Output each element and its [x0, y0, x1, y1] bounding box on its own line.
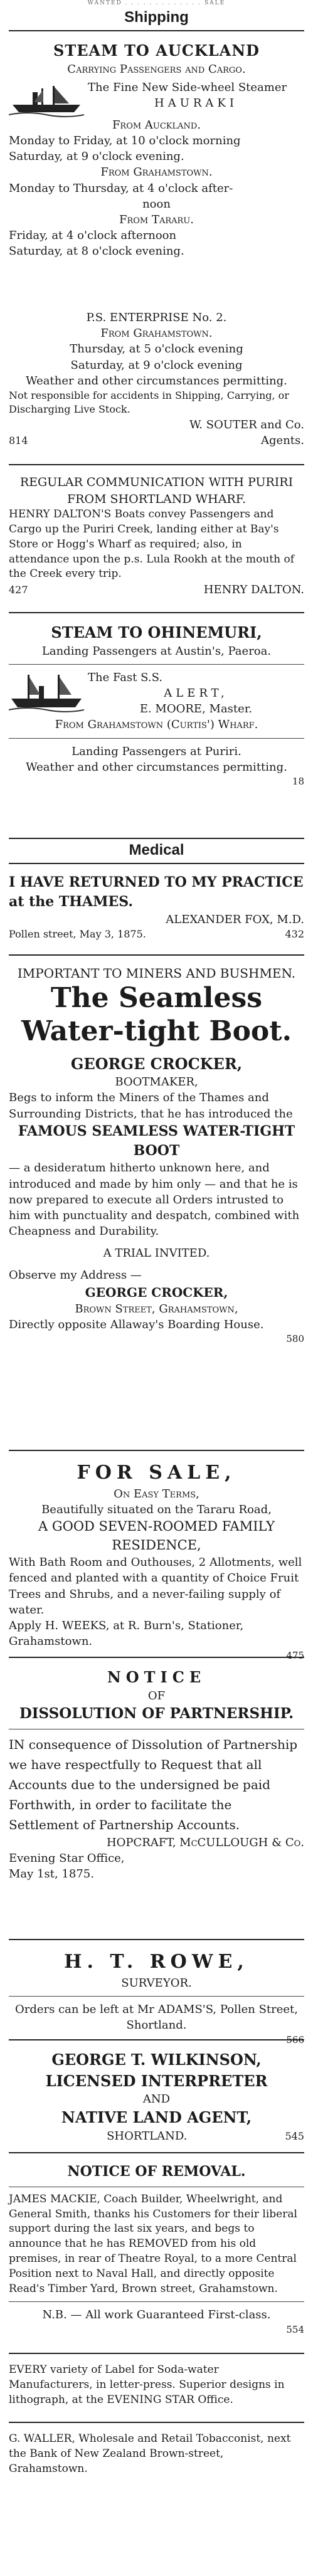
labels-ad	[9, 2363, 304, 2413]
removal-heading: NOTICE OF REMOVAL.	[67, 2163, 246, 2180]
boot-ad	[9, 964, 304, 1441]
dissolution-date: May 1st, 1875.	[9, 1867, 94, 1881]
from-auckland: From Auckland.	[112, 118, 201, 132]
enterprise-ad	[9, 310, 304, 455]
waller-body: G. WALLER, Wholesale and Retail Tobacconist, next the Bank of New Zealand Brown-street, Grahamstown.	[9, 2432, 291, 2475]
ohinemuri-subtitle: Landing Passengers at Austin's, Paeroa.	[41, 644, 272, 658]
sale-title: FOR SALE,	[77, 1462, 236, 1484]
boot-opposite: Directly opposite Allaway's Boarding House.	[9, 1317, 264, 1331]
wilkinson-place: SHORTLAND.	[107, 2129, 188, 2143]
labels-body: EVERY variety of Label for Soda-water Manufacturers, in letter-press. Superior designs in lithograph, at the EVENING STAR Office.	[9, 2363, 285, 2406]
dissolution-body: IN consequence of Dissolution of Partnership we have respectfully to Request that all Accounts due to the undersigned be paid Forthwith, in order to facilitate the Settlement of Partnership Accounts.	[9, 1736, 298, 1832]
rowe-ad	[9, 1949, 304, 2045]
waller-ad	[9, 2432, 304, 2482]
divider	[9, 1939, 304, 1940]
sale-ref: 475	[286, 1650, 304, 1662]
auckland-ship-name: HAURAKI	[154, 96, 238, 110]
steamer-icon	[9, 80, 84, 117]
medical-body: I HAVE RETURNED TO MY PRACTICE at the THAMES.	[9, 874, 304, 910]
agent-label: Agents.	[261, 433, 304, 447]
boot-maker: GEORGE CROCKER,	[70, 1054, 243, 1073]
divider	[9, 1996, 304, 1997]
ohinemuri-master: E. MOORE, Master.	[139, 702, 253, 716]
ohinemuri-ship-intro: The Fast S.S.	[88, 670, 162, 684]
boot-maker-trade: BOOTMAKER,	[115, 1075, 198, 1089]
auckland-line1: Monday to Friday, at 10 o'clock morning	[9, 134, 241, 147]
from-tararu: From Tararu.	[119, 213, 194, 226]
removal-ref: 554	[286, 2323, 304, 2335]
steamer-icon	[9, 670, 84, 714]
divider	[9, 954, 304, 956]
boot-body1: Begs to inform the Miners of the Thames and Surrounding Districts, that he has introduced the	[9, 1091, 293, 1121]
dissolution-signed: HOPCRAFT, McCULLOUGH & Co.	[106, 1835, 304, 1849]
liability-notice: Not responsible for accidents in Shipping, Carrying, or Discharging Live Stock.	[9, 389, 289, 416]
ohinemuri-from: From Grahamstown (Curtis') Wharf.	[55, 718, 258, 732]
enterprise-from: From Grahamstown.	[100, 327, 213, 340]
puriri-title: REGULAR COMMUNICATION WITH PURIRI FROM SHORTLAND WHARF.	[19, 475, 294, 506]
rowe-body: Orders can be left at Mr ADAMS'S, Pollen Street, Shortland.	[15, 2003, 298, 2032]
divider	[9, 738, 304, 739]
dissolution-ad	[9, 1667, 304, 1930]
wilkinson-ad	[9, 2049, 304, 2143]
wilkinson-line1: LICENSED INTERPRETER	[45, 2071, 268, 2090]
divider	[9, 2353, 304, 2354]
weather-note: Weather and other circumstances permitting.	[26, 374, 287, 388]
puriri-body: HENRY DALTON'S Boats convey Passengers and Cargo up the Puriri Creek, landing either at Bay's Store or Hogg's Wharf as required; also, in attendance upon the p.s. Lula Rookh at the mouth of the Creek every trip.	[9, 508, 295, 581]
divider	[9, 1450, 304, 1451]
dissolution-heading1: NOTICE	[107, 1668, 206, 1686]
enterprise-line8: Saturday, at 9 o'clock evening	[70, 358, 243, 372]
wilkinson-line2: AND	[142, 2093, 171, 2106]
auckland-line5: Friday, at 4 o'clock afternoon	[9, 229, 177, 243]
medical-address: Pollen street, May 3, 1875.	[9, 927, 146, 940]
ad-ref: 814	[9, 434, 28, 446]
divider	[9, 664, 304, 665]
enterprise-line7: Thursday, at 5 o'clock evening	[70, 342, 243, 356]
auckland-line3: Monday to Thursday, at 4 o'clock after-	[9, 181, 233, 195]
sale-apply: Apply H. WEEKS, at R. Burn's, Stationer, Grahamstown.	[9, 1618, 244, 1649]
divider	[9, 2301, 304, 2302]
rowe-name: H. T. ROWE,	[64, 1951, 249, 1973]
divider	[9, 612, 304, 613]
ohinemuri-title: STEAM TO OHINEMURI,	[51, 623, 262, 641]
dissolution-heading3: DISSOLUTION OF PARTNERSHIP.	[19, 1704, 294, 1722]
wilkinson-ref: 545	[285, 2130, 304, 2142]
boot-body2: — a desideratum hitherto unknown here, and introduced and made by him only — and that he is now prepared to execute all Orders intrusted to him with punctuality and despatch, combined with Cheapness and Durability.	[9, 1161, 300, 1238]
wilkinson-name: GEORGE T. WILKINSON,	[51, 2051, 262, 2069]
ohinemuri-ad	[9, 622, 304, 838]
puriri-signed: HENRY DALTON.	[203, 583, 304, 597]
auckland-title: STEAM TO AUCKLAND	[53, 41, 260, 60]
auckland-ad	[9, 40, 304, 310]
ohinemuri-weather: Weather and other circumstances permitting.	[26, 760, 287, 774]
auckland-ship-intro: The Fine New Side-wheel Steamer	[88, 80, 287, 94]
auckland-line6: Saturday, at 8 o'clock evening.	[9, 245, 184, 258]
divider	[9, 1657, 304, 1658]
ohinemuri-landing: Landing Passengers at Puriri.	[72, 744, 241, 758]
ohinemuri-ref: 18	[292, 775, 304, 787]
ohinemuri-ship-name: ALERT,	[164, 686, 228, 700]
clipped-header: WANTED . . . . . . . . . . . . . SALE	[87, 0, 226, 6]
auckland-line2: Saturday, at 9 o'clock evening.	[9, 150, 184, 164]
divider	[9, 2152, 304, 2153]
shipping-heading: Shipping	[9, 6, 304, 31]
sale-ad	[9, 1460, 304, 1662]
medical-ref: 432	[285, 927, 304, 940]
divider	[9, 2039, 304, 2040]
boot-name2: GEORGE CROCKER,	[85, 1284, 228, 1300]
boot-product: FAMOUS SEAMLESS WATER-TIGHT BOOT	[18, 1122, 295, 1159]
boot-observe: Observe my Address —	[9, 1269, 142, 1282]
removal-body: JAMES MACKIE, Coach Builder, Wheelwright, and General Smith, thanks his Customers for their liberal support during the last six years, and begs to announce that he has REMOVED from his old premises, in rear of Theatre Royal, to a more Central Position next to Naval Hall, and directly opposite Read's Timber Yard, Brown street, Grahamstown.	[9, 2192, 297, 2295]
rowe-ref: 566	[286, 2034, 304, 2045]
from-grahamstown: From Grahamstown.	[100, 166, 213, 179]
medical-ad	[9, 873, 304, 946]
enterprise-title: P.S. ENTERPRISE No. 2.	[86, 311, 227, 324]
dissolution-office: Evening Star Office,	[9, 1852, 125, 1866]
rowe-title: SURVEYOR.	[121, 1977, 192, 1990]
removal-ad	[9, 2162, 304, 2344]
boot-trial: A TRIAL INVITED.	[103, 1247, 210, 1260]
removal-warranty: N.B. — All work Guaranteed First-class.	[42, 2308, 271, 2322]
sale-terms: On Easy Terms,	[114, 1487, 199, 1501]
wilkinson-line3: NATIVE LAND AGENT,	[61, 2108, 252, 2127]
boot-intro: IMPORTANT TO MINERS AND BUSHMEN.	[17, 966, 296, 981]
boot-title: The Seamless Water-tight Boot.	[21, 982, 292, 1047]
auckland-subtitle: Carrying Passengers and Cargo.	[67, 62, 246, 76]
divider	[9, 464, 304, 465]
medical-heading: Medical	[9, 838, 304, 864]
auckland-line4: noon	[142, 197, 171, 211]
sale-location: Beautifully situated on the Tararu Road,	[41, 1503, 272, 1517]
puriri-ref: 427	[9, 584, 28, 596]
sale-body: With Bath Room and Outhouses, 2 Allotments, well fenced and planted with a quantity of Choice Fruit Trees and Shrubs, and a never-failing supply of water.	[9, 1556, 302, 1617]
dissolution-heading2: OF	[147, 1689, 166, 1702]
boot-street: Brown Street, Grahamstown,	[75, 1302, 238, 1316]
divider	[9, 2422, 304, 2423]
puriri-ad	[9, 474, 304, 603]
boot-ref: 580	[286, 1333, 304, 1345]
medical-signed: ALEXANDER FOX, M.D.	[166, 912, 304, 926]
agent-name: W. SOUTER and Co.	[189, 418, 304, 431]
sale-house: A GOOD SEVEN-ROOMED FAMILY RESIDENCE,	[38, 1519, 275, 1553]
